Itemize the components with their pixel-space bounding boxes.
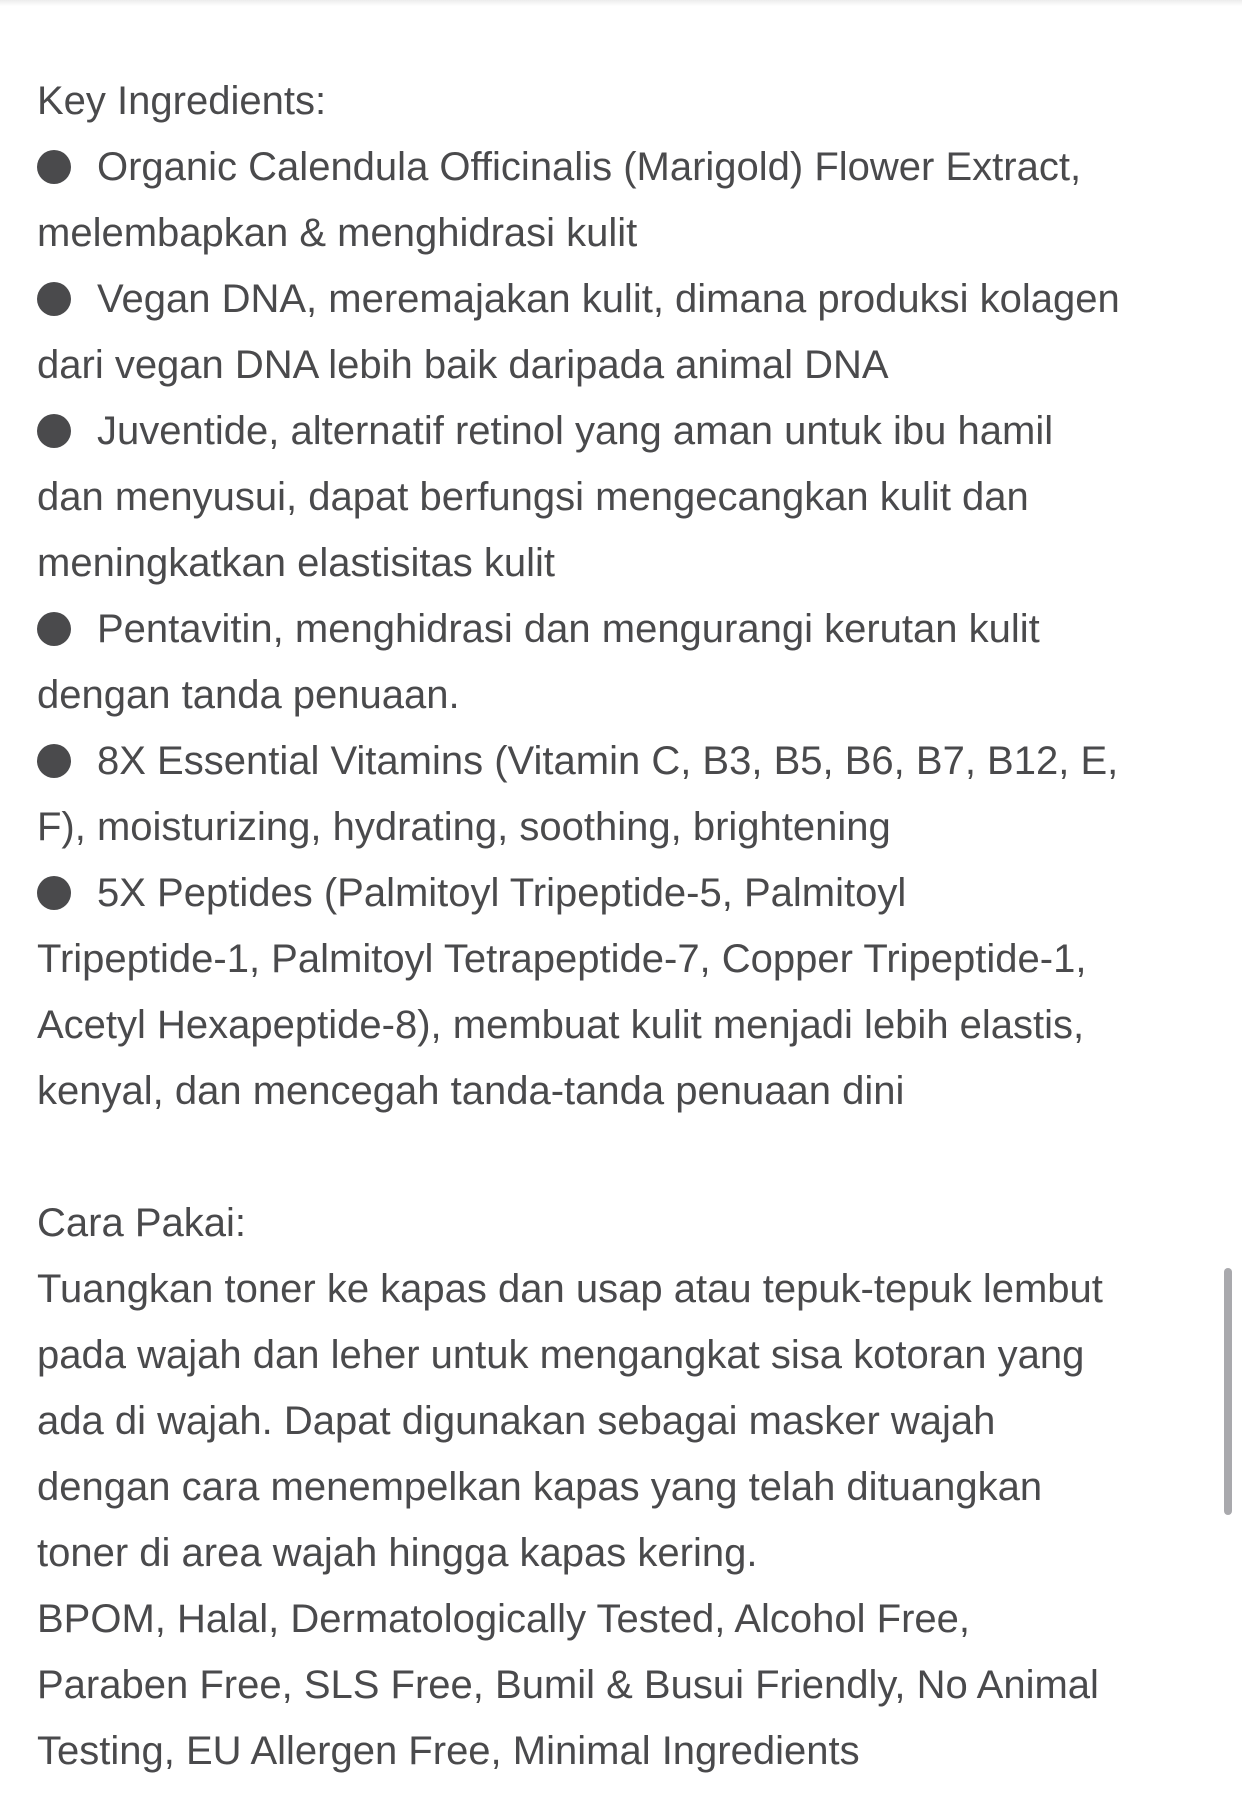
ingredient-text: Juventide, alternatif retinol yang aman untuk ibu hamil xyxy=(97,409,1054,453)
ingredient-text: Pentavitin, menghidrasi dan mengurangi kerutan kulit xyxy=(97,607,1040,651)
vertical-scrollbar[interactable] xyxy=(1224,1268,1232,1515)
usage-text: Tuangkan toner ke kapas dan usap atau tepuk-tepuk lembut xyxy=(37,1267,1103,1311)
ingredient-item xyxy=(37,266,1207,398)
certifications-text: Testing, EU Allergen Free, Minimal Ingredients xyxy=(37,1729,860,1773)
ingredient-list xyxy=(37,134,1207,1124)
bullet-icon xyxy=(37,150,71,184)
ingredient-text: Vegan DNA, meremajakan kulit, dimana produksi kolagen xyxy=(97,277,1120,321)
certifications-text: Paraben Free, SLS Free, Bumil & Busui Friendly, No Animal xyxy=(37,1663,1099,1707)
ingredient-text: dan menyusui, dapat berfungsi mengecangkan kulit dan xyxy=(37,475,1029,519)
usage-text: dengan cara menempelkan kapas yang telah dituangkan xyxy=(37,1465,1043,1509)
ingredient-text: meningkatkan elastisitas kulit xyxy=(37,541,556,585)
ingredient-text: kenyal, dan mencegah tanda-tanda penuaan dini xyxy=(37,1069,905,1113)
ingredient-item xyxy=(37,728,1207,860)
bullet-icon xyxy=(37,282,71,316)
certifications xyxy=(37,1586,1207,1784)
ingredient-text: 8X Essential Vitamins (Vitamin C, B3, B5, B6, B7, B12, E, xyxy=(97,739,1119,783)
bullet-icon xyxy=(37,744,71,778)
ingredient-text: dari vegan DNA lebih baik daripada animal DNA xyxy=(37,343,889,387)
bullet-icon xyxy=(37,612,71,646)
bullet-icon xyxy=(37,414,71,448)
section-spacer xyxy=(37,1124,1207,1190)
top-edge-shadow xyxy=(0,0,1242,6)
usage-heading: Cara Pakai: xyxy=(37,1201,246,1245)
ingredient-item xyxy=(37,398,1207,596)
usage-text: pada wajah dan leher untuk mengangkat sisa kotoran yang xyxy=(37,1333,1085,1377)
description-content xyxy=(37,68,1207,1784)
ingredient-text: Acetyl Hexapeptide-8), membuat kulit menjadi lebih elastis, xyxy=(37,1003,1085,1047)
ingredient-item xyxy=(37,860,1207,1124)
ingredient-text: melembapkan & menghidrasi kulit xyxy=(37,211,638,255)
ingredient-text: 5X Peptides (Palmitoyl Tripeptide-5, Palmitoyl xyxy=(97,871,907,915)
usage-text: toner di area wajah hingga kapas kering. xyxy=(37,1531,758,1575)
ingredient-text: F), moisturizing, hydrating, soothing, brightening xyxy=(37,805,891,849)
ingredient-text: dengan tanda penuaan. xyxy=(37,673,460,717)
certifications-text: BPOM, Halal, Dermatologically Tested, Alcohol Free, xyxy=(37,1597,970,1641)
usage-text: ada di wajah. Dapat digunakan sebagai masker wajah xyxy=(37,1399,996,1443)
ingredient-item xyxy=(37,596,1207,728)
ingredient-text: Tripeptide-1, Palmitoyl Tetrapeptide-7, Copper Tripeptide-1, xyxy=(37,937,1087,981)
usage-instructions xyxy=(37,1256,1207,1586)
ingredient-text: Organic Calendula Officinalis (Marigold) Flower Extract, xyxy=(97,145,1082,189)
ingredient-item xyxy=(37,134,1207,266)
bullet-icon xyxy=(37,876,71,910)
key-ingredients-heading: Key Ingredients: xyxy=(37,79,327,123)
